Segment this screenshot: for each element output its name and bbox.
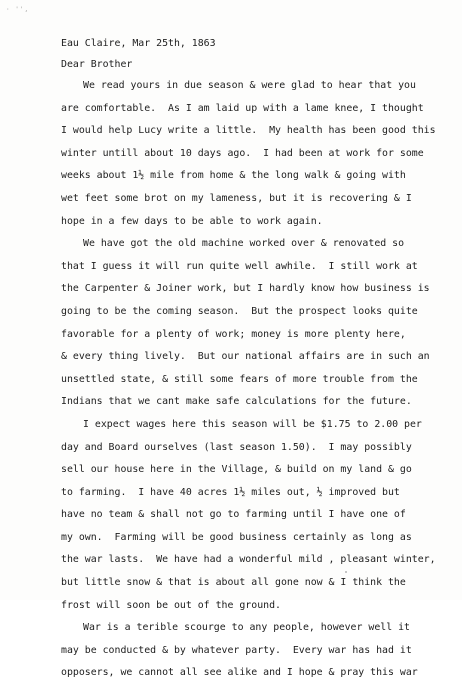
letter-line: day and Board ourselves (last season 1.50). I may possibly: [61, 441, 412, 453]
letter-line: that I guess it will run quite well awhile. I still work at: [61, 260, 418, 272]
letter-line: & every thing lively. But our national affairs are in such an: [61, 351, 430, 363]
letter-line: I expect wages here this season will be $1.75 to 2.00 per: [83, 418, 422, 430]
corner-pencil-mark: · '',: [6, 6, 30, 13]
letter-line: We have got the old machine worked over & renovated so: [83, 238, 405, 250]
letter-line: unsettled state, & still some fears of more trouble from the: [61, 373, 418, 385]
letter-line: have no team & shall not go to farming until I have one of: [61, 509, 406, 521]
letter-place-date: Eau Claire, Mar 25th, 1863: [61, 38, 216, 49]
letter-line: frost will soon be out of the ground.: [61, 599, 281, 611]
letter-line: We read yours in due season & were glad to hear that you: [83, 80, 416, 91]
letter-line: sell our house here in the Village, & build on my land & go: [61, 464, 412, 476]
letter-line: I would help Lucy write a little. My health has been good this: [61, 125, 436, 137]
letter-salutation: Dear Brother: [61, 59, 133, 70]
paragraph-3: [61, 414, 437, 617]
letter-line: weeks about 1½ mile from home & the long walk & going with: [61, 170, 406, 182]
letter-line: my own. Farming will be good business certainly as long as: [61, 531, 412, 543]
letter-line: opposers, we cannot all see alike and I hope & pray this war: [61, 667, 418, 679]
letter-line: winter untill about 10 days ago. I had been at work for some: [61, 147, 424, 159]
letter-line: going to be the coming season. But the prospect looks quite: [61, 305, 418, 317]
letter-line: are comfortable. As I am laid up with a lame knee, I thought: [61, 102, 424, 114]
typed-letter: [61, 33, 437, 685]
paragraph-1: [61, 75, 437, 233]
letter-line: but little snow & that is about all gone now & I think the: [61, 577, 406, 589]
stray-ink-dot: [345, 571, 347, 573]
letter-line: Indians that we cant make safe calculations for the future.: [61, 396, 412, 408]
paragraph-2: [61, 233, 437, 414]
letter-line: favorable for a plenty of work; money is more plenty here,: [61, 328, 406, 340]
letter-line: War is a terible scourge to any people, however well it: [83, 622, 410, 634]
paragraph-4: [61, 617, 437, 685]
letter-line: to farming. I have 40 acres 1½ miles out, ½ improved but: [61, 486, 400, 498]
letter-line: the war lasts. We have had a wonderful mild , pleasant winter,: [61, 554, 436, 566]
letter-line: may be conducted & by whatever party. Every war has had it: [61, 644, 412, 656]
letter-line: hope in a few days to be able to work again.: [61, 215, 323, 227]
letter-line: the Carpenter & Joiner work, but I hardly know how business is: [61, 283, 430, 295]
letter-line: wet feet some brot on my lameness, but it is recovering & I: [61, 192, 412, 204]
